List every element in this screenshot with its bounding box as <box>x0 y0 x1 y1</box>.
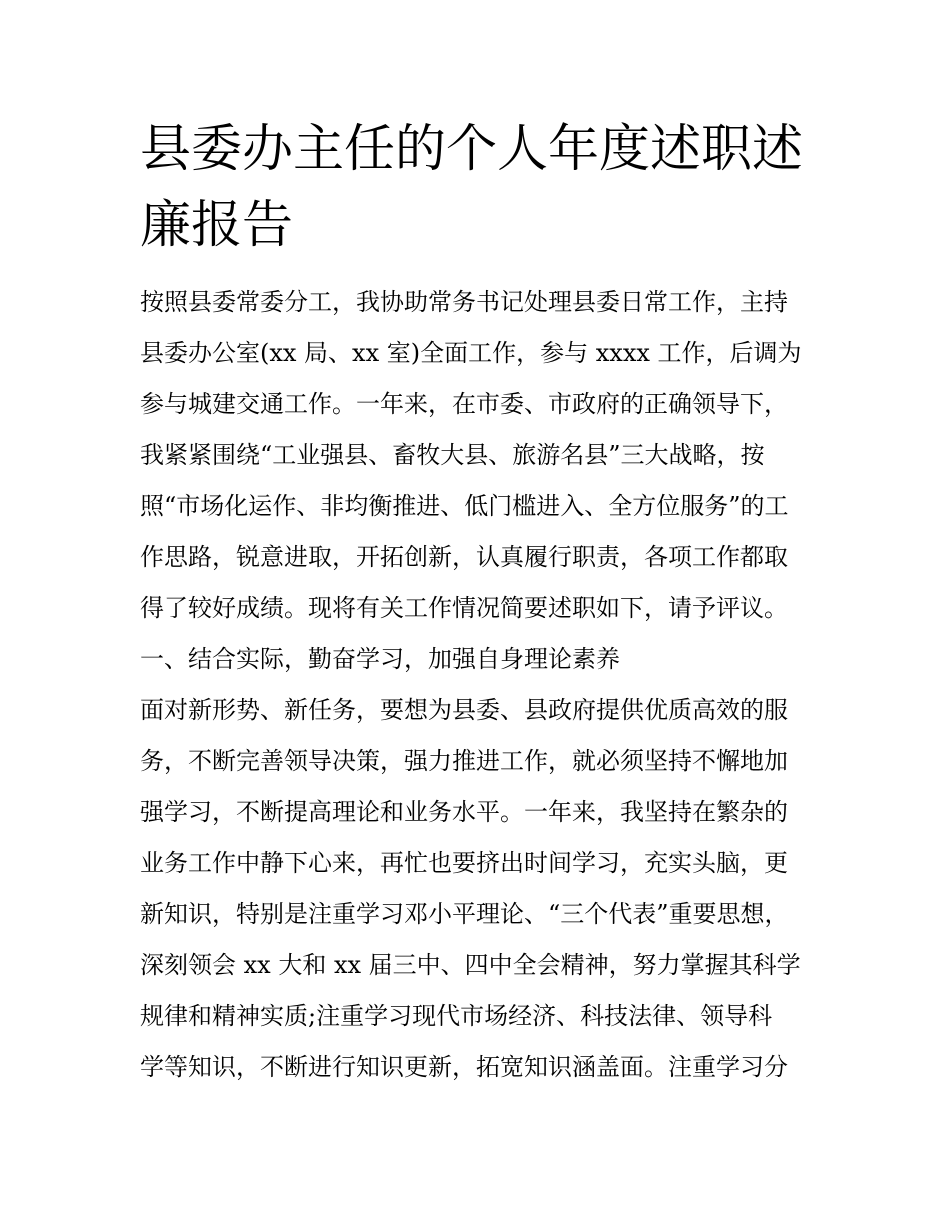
body-line: 得了较好成绩。现将有关工作情况简要述职如下，请予评议。 <box>140 594 788 622</box>
document-title <box>140 112 820 264</box>
body-line: 面对新形势、新任务，要想为县委、县政府提供优质高效的服 <box>140 696 788 724</box>
body-line: 按照县委常委分工，我协助常务书记处理县委日常工作，主持 <box>140 288 788 316</box>
body-line: 作思路，锐意进取，开拓创新，认真履行职责，各项工作都取 <box>140 543 788 571</box>
body-line: 务，不断完善领导决策，强力推进工作，就必须坚持不懈地加 <box>140 747 788 775</box>
title-line-1: 县委办主任的个人年度述职述 <box>140 120 804 179</box>
body-line: 参与城建交通工作。一年来，在市委、市政府的正确领导下， <box>140 390 788 418</box>
body-line: 我紧紧围绕“工业强县、畜牧大县、旅游名县”三大战略，按 <box>140 441 765 469</box>
body-line: 业务工作中静下心来，再忙也要挤出时间学习，充实头脑，更 <box>140 849 788 877</box>
body-line: 强学习，不断提高理论和业务水平。一年来，我坚持在繁杂的 <box>140 798 788 826</box>
body-line: 规律和精神实质;注重学习现代市场经济、科技法律、领导科 <box>140 1002 773 1030</box>
body-line: 照“市场化运作、非均衡推进、低门槛进入、全方位服务”的工 <box>140 492 789 520</box>
document-body <box>140 277 820 1093</box>
body-line: 深刻领会 xx 大和 xx 届三中、四中全会精神，努力掌握其科学 <box>140 951 801 979</box>
body-line: 学等知识，不断进行知识更新，拓宽知识涵盖面。注重学习分 <box>140 1053 788 1081</box>
body-line: 县委办公室(xx 局、xx 室)全面工作，参与 xxxx 工作，后调为 <box>140 339 802 367</box>
body-line: 新知识，特别是注重学习邓小平理论、“三个代表”重要思想， <box>140 900 789 928</box>
title-line-2: 廉报告 <box>140 196 294 255</box>
section-heading: 一、结合实际，勤奋学习，加强自身理论素养 <box>140 645 620 673</box>
